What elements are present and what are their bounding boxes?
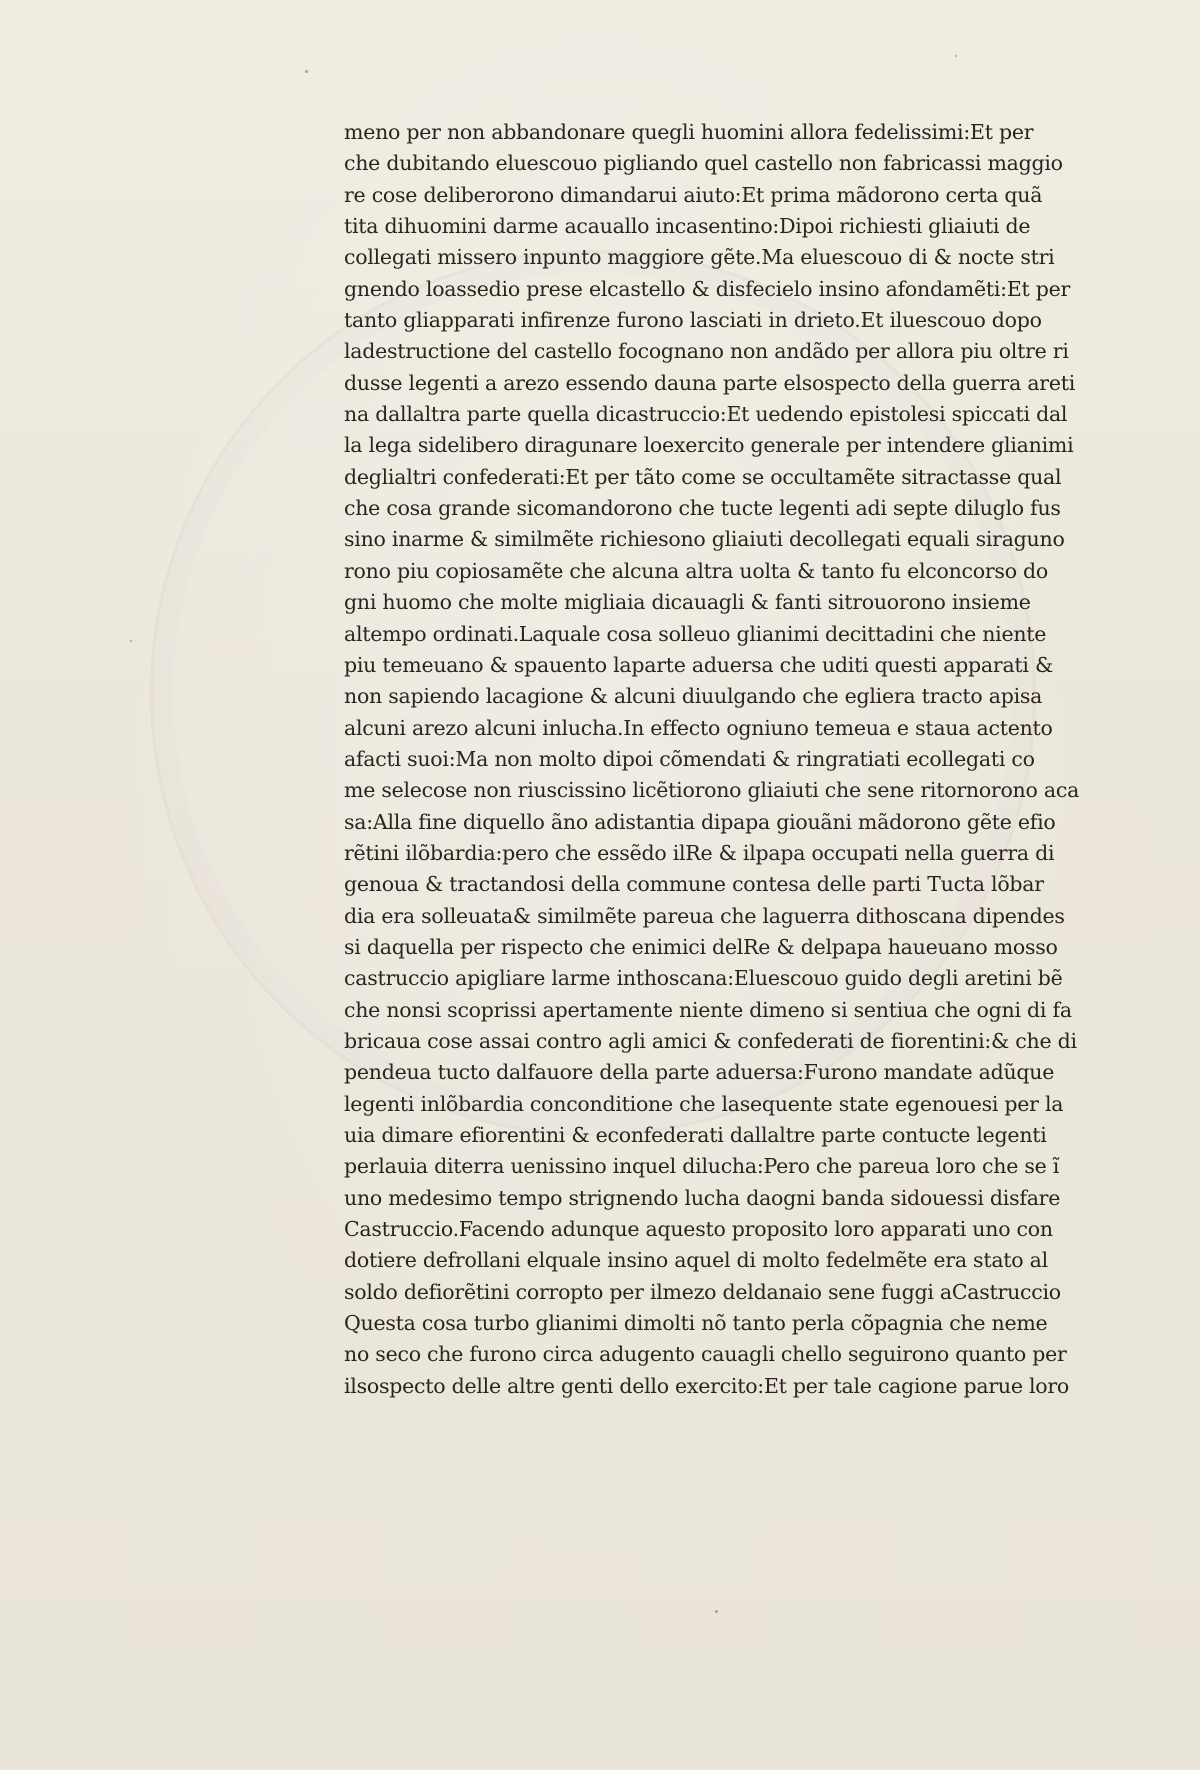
text-line: che dubitando eluescouo pigliando quel castello non fabricassi maggio (344, 151, 1063, 176)
text-line: bricaua cose assai contro agli amici & confederati de fiorentini:& che di (344, 1028, 1077, 1053)
text-block (344, 117, 1104, 1402)
text-line: genoua & tractandosi della commune contesa delle parti Tucta lõbar (344, 872, 1044, 897)
paper-speck (305, 70, 308, 73)
text-line: gnendo loassedio prese elcastello & disfecielo insino afondamẽti:Et per (344, 276, 1071, 301)
text-line: dia era solleuata& similmẽte pareua che laguerra dithoscana dipendes (344, 903, 1065, 928)
text-line: Questa cosa turbo glianimi dimolti nõ tanto perla cõpagnia che neme (344, 1311, 1048, 1336)
text-line: sino inarme & similmẽte richiesono gliaiuti decollegati equali siraguno (344, 527, 1065, 552)
text-line: dotiere defrollani elquale insino aquel di molto fedelmẽte era stato al (344, 1248, 1048, 1273)
text-line: sa:Alla fine diquello ãno adistantia dipapa giouãni mãdorono gẽte efio (344, 809, 1056, 834)
text-line: no seco che furono circa adugento cauagli chello seguirono quanto per (344, 1342, 1067, 1367)
text-line: piu temeuano & spauento laparte aduersa che uditi questi apparati & (344, 652, 1053, 677)
text-line: collegati missero inpunto maggiore gẽte.Ma eluescouo di & nocte stri (344, 245, 1055, 270)
text-line: non sapiendo lacagione & alcuni diuulgando che egliera tracto apisa (344, 684, 1043, 709)
text-line: che nonsi scoprissi apertamente niente dimeno si sentiua che ogni di fa (344, 997, 1072, 1022)
text-line: tanto gliapparati infirenze furono lasciati in drieto.Et iluescouo dopo (344, 308, 1042, 333)
text-line: meno per non abbandonare quegli huomini allora fedelissimi:Et per (344, 120, 1034, 144)
text-line: ilsospecto delle altre genti dello exercito:Et per tale cagione parue loro (344, 1373, 1070, 1398)
text-line: si daquella per rispecto che enimici delRe & delpapa haueuano mosso (344, 934, 1058, 959)
text-line: perlauia diterra uenissino inquel dilucha:Pero che pareua loro che se ĩ (344, 1154, 1060, 1179)
text-line: dusse legenti a arezo essendo dauna parte elsospecto della guerra areti (344, 370, 1076, 395)
text-line: rẽtini ilõbardia:pero che essẽdo ilRe & ilpapa occupati nella guerra di (344, 840, 1055, 865)
text-line: afacti suoi:Ma non molto dipoi cõmendati & ringratiati ecollegati co (344, 746, 1035, 771)
text-line: tita dihuomini darme acauallo incasentino:Dipoi richiesti gliaiuti de (344, 214, 1031, 239)
text-line: uno medesimo tempo strignendo lucha daogni banda sidouessi disfare (344, 1185, 1061, 1210)
text-line: gni huomo che molte migliaia dicauagli & fanti sitrouorono insieme (344, 590, 1031, 615)
text-line: che cosa grande sicomandorono che tucte legenti adi septe diluglo fus (344, 496, 1061, 521)
text-line: castruccio apigliare larme inthoscana:Eluescouo guido degli aretini bẽ (344, 966, 1063, 991)
text-line: Castruccio.Facendo adunque aquesto proposito loro apparati uno con (344, 1217, 1053, 1242)
paper-speck (955, 55, 957, 57)
text-line: na dallaltra parte quella dicastruccio:Et uedendo epistolesi spiccati dal (344, 402, 1068, 427)
text-line: deglialtri confederati:Et per tãto come se occultamẽte sitractasse qual (344, 464, 1062, 489)
paper-speck (130, 640, 132, 642)
text-line: soldo defiorẽtini corropto per ilmezo deldanaio sene fuggi aCastruccio (344, 1279, 1061, 1304)
text-line: uia dimare efiorentini & econfederati dallaltre parte contucte legenti (344, 1123, 1047, 1147)
text-line: pendeua tucto dalfauore della parte aduersa:Furono mandate adũque (344, 1060, 1055, 1085)
text-line: alcuni arezo alcuni inlucha.In effecto ogniuno temeua e staua actento (344, 715, 1053, 740)
text-line: rono piu copiosamẽte che alcuna altra uolta & tanto fu elconcorso do (344, 558, 1049, 583)
text-line: la lega sidelibero diragunare loexercito generale per intendere glianimi (344, 433, 1074, 458)
text-line: me selecose non riuscissino licẽtiorono gliaiuti che sene ritornorono aca (344, 778, 1080, 803)
paper-speck (715, 1610, 718, 1613)
text-line: altempo ordinati.Laquale cosa solleuo glianimi decittadini che niente (344, 621, 1047, 646)
text-line: legenti inlõbardia conconditione che lasequente state egenouesi per la (344, 1091, 1064, 1116)
text-line: re cose deliberorono dimandarui aiuto:Et prima mãdorono certa quã (344, 182, 1043, 207)
text-line: ladestructione del castello focognano non andãdo per allora piu oltre ri (344, 339, 1069, 364)
